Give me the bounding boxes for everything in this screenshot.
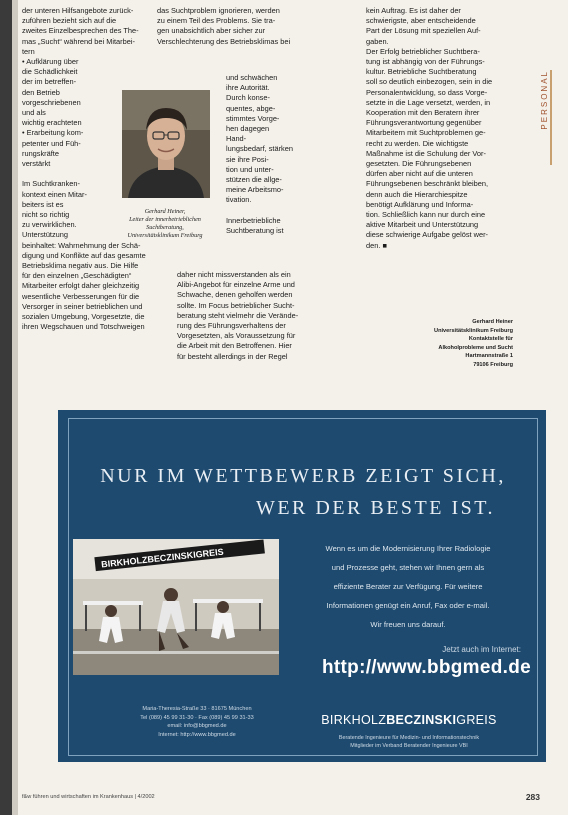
- page-gutter-edge: [12, 0, 18, 815]
- ad-contact-info: Maria-Theresia-Straße 33 · 81675 München Tel (089) 45 99 31-30 · Fax (089) 45 99 31-33 email: info@bbgmed.de Internet: http://www.bbgmed.de: [140, 706, 254, 738]
- company-logo: [289, 713, 529, 727]
- page-number: 283: [525, 792, 540, 802]
- company-tagline: Beratende Ingenieure für Medizin- und Informationstechnik Mitglieder im Verband Beratender Ingenieure VBI: [338, 735, 480, 749]
- ad-headline-2-text: WER DER BESTE IST.: [255, 497, 495, 519]
- footer-publication: f&w führen und wirtschaften im Krankenhaus | 4/2002: [22, 794, 155, 800]
- banner-text: BIRKHOLZBECZINSKIGREIS: [100, 546, 225, 570]
- author-address: Gerhard Heiner Universitätsklinikum Freiburg Kontaktstelle für Alkoholprobleme und Sucht Hartmannstraße 1 79106 Freiburg: [434, 319, 513, 368]
- article-column-3: kein Auftrag. Es ist daher der schwierigste, aber entscheidende Part der Lösung mit speziellen Auf- gaben. Der Erfolg betrieblicher Suchtbera- tung ist abhängig von der Führungs- kultur. Betriebliche Suchtberatung soll so deutlich einbezogen, sein in die Personalentwicklung, so dass Vorge- setzte in die Lage versetzt, werden, in Kooperation mit den Beratern ihrer Führungsverantwortung gegenüber Mitarbeitern mit Suchtproblemen ge- recht zu werden. Die wichtigste Maßnahme ist die Schulung der Vor- gesetzten. Die Führungsebenen dürfen aber nicht auf die unteren Führungsebenen beschränkt bleiben, denn auch die Hierarchiespitze benötigt Aufklärung und Informa- tion. Schließlich kann nur durch eine aktive Mitarbeit und Unterstützung diese schwierige Aufgabe gelöst wer- den. ■: [366, 6, 493, 250]
- photo-caption: Gerhard Heiner, Leiter der innerbetrieblichen Suchtberatung, Universitätsklinikum Freiburg: [127, 208, 203, 239]
- logo-part-2: BECZINSKI: [386, 713, 457, 727]
- article-column-2-top: das Suchtproblem ignorieren, werden zu einem Teil des Problems. Sie tra- gen unabsichtlich aber sicher zur Verschlechterung des Betriebsklimas bei: [157, 6, 291, 46]
- author-photo-block: [110, 90, 220, 248]
- section-label: [540, 70, 554, 190]
- ad-hurdle-photo: [73, 539, 279, 675]
- article-column-2-right: und schwächen ihre Autorität. Durch konse- quentes, abge- stimmtes Vorge- hen dagegen Hand- lungsbedarf, stärken sie ihre Posi- tion und unter- stützen die allge- meine Arbeitsmo- tivation. Innerbetriebliche Suchtberatung ist: [226, 73, 293, 236]
- ad-url-link[interactable]: http://www.bbgmed.de: [322, 657, 531, 678]
- section-label-text: PERSONAL: [540, 70, 549, 130]
- page-gutter-shadow: [0, 0, 12, 815]
- ad-url-label: Jetzt auch im Internet:: [442, 645, 521, 654]
- ad-headline-2: [69, 497, 557, 520]
- article-column-2-bottom: daher nicht missverstanden als ein Alibi-Angebot für einzelne Arme und Schwache, denen geholfen werden sollte. Im Focus betrieblicher Sucht- beratung steht vielmehr die Verände- rung des Führungsverhaltens der Vorgesetzten, als Voraussetzung für die Arbeit mit den Betroffenen. Hier für besteht allerdings in der Regel: [177, 270, 299, 361]
- ad-frame: [68, 418, 538, 756]
- logo-part-1: BIRKHOLZ: [321, 713, 387, 727]
- ad-headline-1: NUR IM WETTBEWERB ZEIGT SICH,: [100, 465, 506, 487]
- advertisement: [58, 410, 546, 762]
- hurdle-race-illustration: [73, 539, 279, 675]
- author-photo: [122, 90, 210, 198]
- portrait-illustration: [122, 90, 210, 198]
- logo-part-3: GREIS: [456, 713, 497, 727]
- ad-body-text: Wenn es um die Modernisierung Ihrer Radiologie und Prozesse geht, stehen wir Ihnen gern als effiziente Berater zur Verfügung. Für weitere Informationen genügt ein Anruf, Fax oder e-mail. Wir freuen uns darauf.: [325, 544, 491, 629]
- article-column-1: der unteren Hilfsangebote zurück- zuführen bezieht sich auf die zweites Einzelbesprechen des The- mas „Sucht“ während bei Mitarbei- tern • Aufklärung über die Schädlichkeit der im betreffen- den Betrieb vorgeschriebenen und als wichtig erachteten • Erarbeitung kom- petenter und Füh- rungskräfte verstärkt Im Suchtkranken- kontext einen Mitar- beiters ist es nicht so richtig zu verwirklichen. Unterstützung beinhaltet: Wahrnehmung der Schä- digung und Konflikte auf das gesamte Betriebsklima negativ aus. Die Hilfe für den einzelnen „Geschädigten“ Mitarbeiter erfolgt daher gleichzeitig wesentliche Verbesserungen für die Versorger in seiner betrieblichen und sozialen Umgebung, Vorgesetzte, die ihren Wegschauen und Totschweigen: [22, 6, 146, 332]
